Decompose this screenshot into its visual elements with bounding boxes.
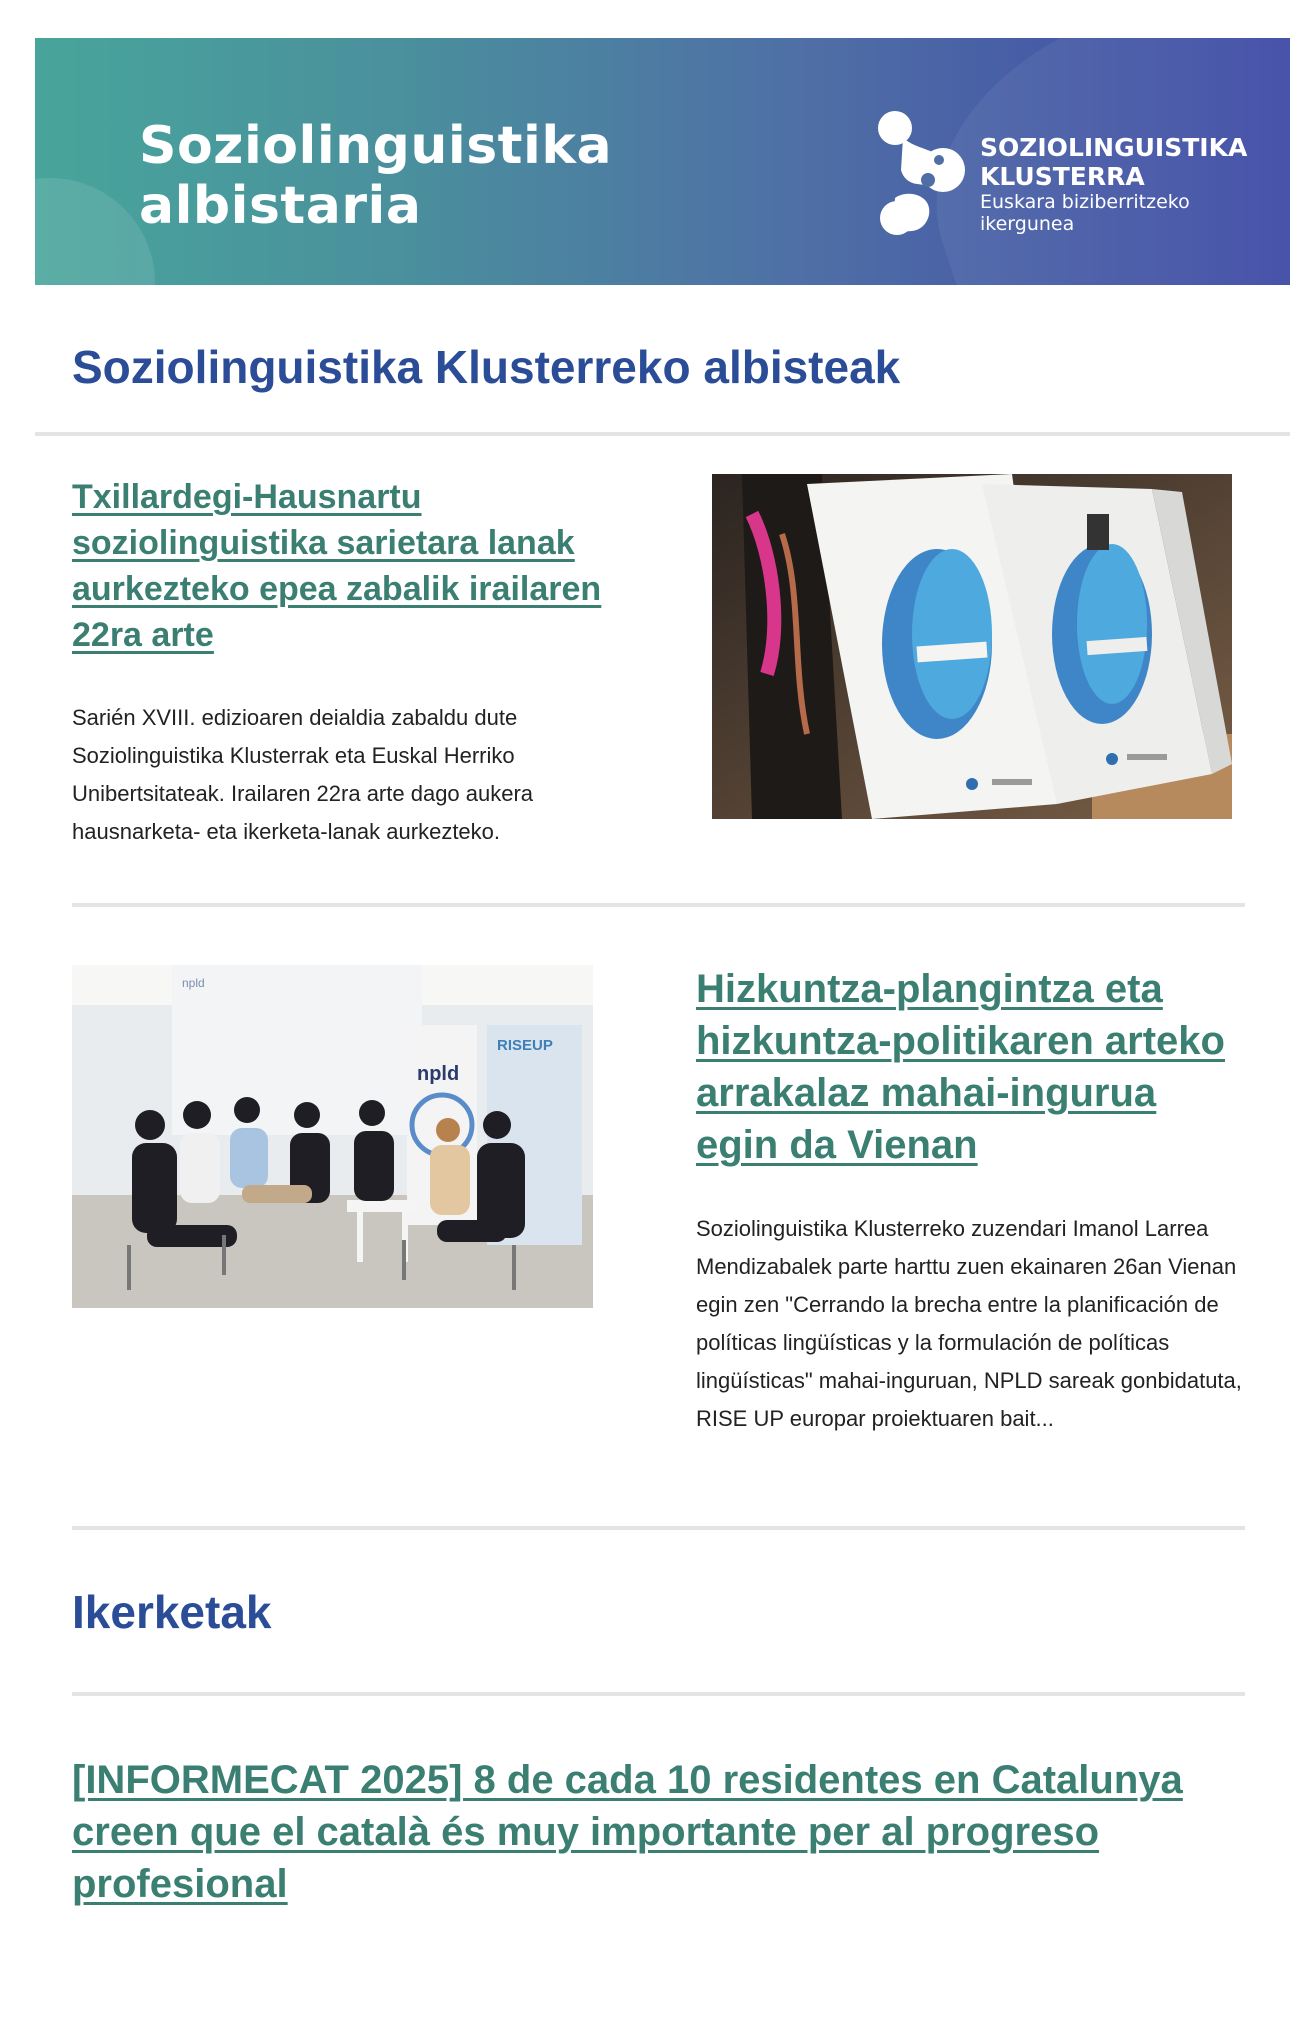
klusterra-logo-text [980,133,1247,235]
klusterra-logo-icon [873,108,969,240]
section-title-news: Soziolinguistika Klusterreko albisteak [72,341,901,393]
banner-sign-npld: npld [417,1063,460,1085]
article-title[interactable] [696,963,1236,1171]
logo-name-line2: KLUSTERRA [980,162,1145,191]
article-photo-award-prints[interactable] [712,474,1232,819]
newsletter-title-line1: Soziolinguistika [139,116,613,176]
banner-sign-riseup: RISEUP [497,1037,553,1054]
newsletter-title-line2: albistaria [139,176,422,236]
section-divider [72,1692,1245,1696]
banner-decor-circle [35,178,155,285]
header-banner [35,38,1290,285]
article-photo-roundtable[interactable] [72,965,593,1308]
newsletter-title [139,116,612,236]
section-title-research: Ikerketak [72,1586,272,1638]
article-title[interactable] [72,474,652,658]
logo-tagline-line1: Euskara biziberritzeko [980,191,1190,213]
section-divider [35,432,1290,436]
article-summary: Sarién XVIII. edizioaren deialdia zabaldu dute Soziolinguistika Klusterrak eta Euskal Herriko Unibertsitateak. Irailaren 22ra arte dago aukera hausnarketa- eta ikerketa-lanak aurkezteko. [72,705,534,844]
roundtable-image [72,965,593,1308]
article-title-link[interactable]: Txillardegi-Hausnartu soziolinguistika sarietara lanak aurkezteko epea zabalik irailaren 22ra arte [72,478,602,654]
article-title-link[interactable]: Hizkuntza-plangintza eta hizkuntza-politikaren arteko arrakalaz mahai-ingurua egin da Vienan [696,967,1225,1167]
article-divider [72,903,1245,907]
article-title[interactable] [72,1754,1252,1910]
screen-sign-npld: npld [182,976,205,990]
article-title-link[interactable]: [INFORMECAT 2025] 8 de cada 10 residentes en Catalunya creen que el català és muy importante per al progreso profesional [72,1758,1183,1906]
award-prints-image [712,474,1232,819]
article-divider [72,1526,1245,1530]
logo-tagline-line2: ikergunea [980,213,1075,235]
logo-name-line1: SOZIOLINGUISTIKA [980,133,1248,162]
article-summary: Soziolinguistika Klusterreko zuzendari Imanol Larrea Mendizabalek parte harttu zuen ekainaren 26an Vienan egin zen "Cerrando la brecha entre la planificación de políticas lingüísticas y la formulación de políticas lingüísticas" mahai-inguruan, NPLD sareak gonbidatuta, RISE UP europar proiektuaren bait... [696,1216,1242,1431]
